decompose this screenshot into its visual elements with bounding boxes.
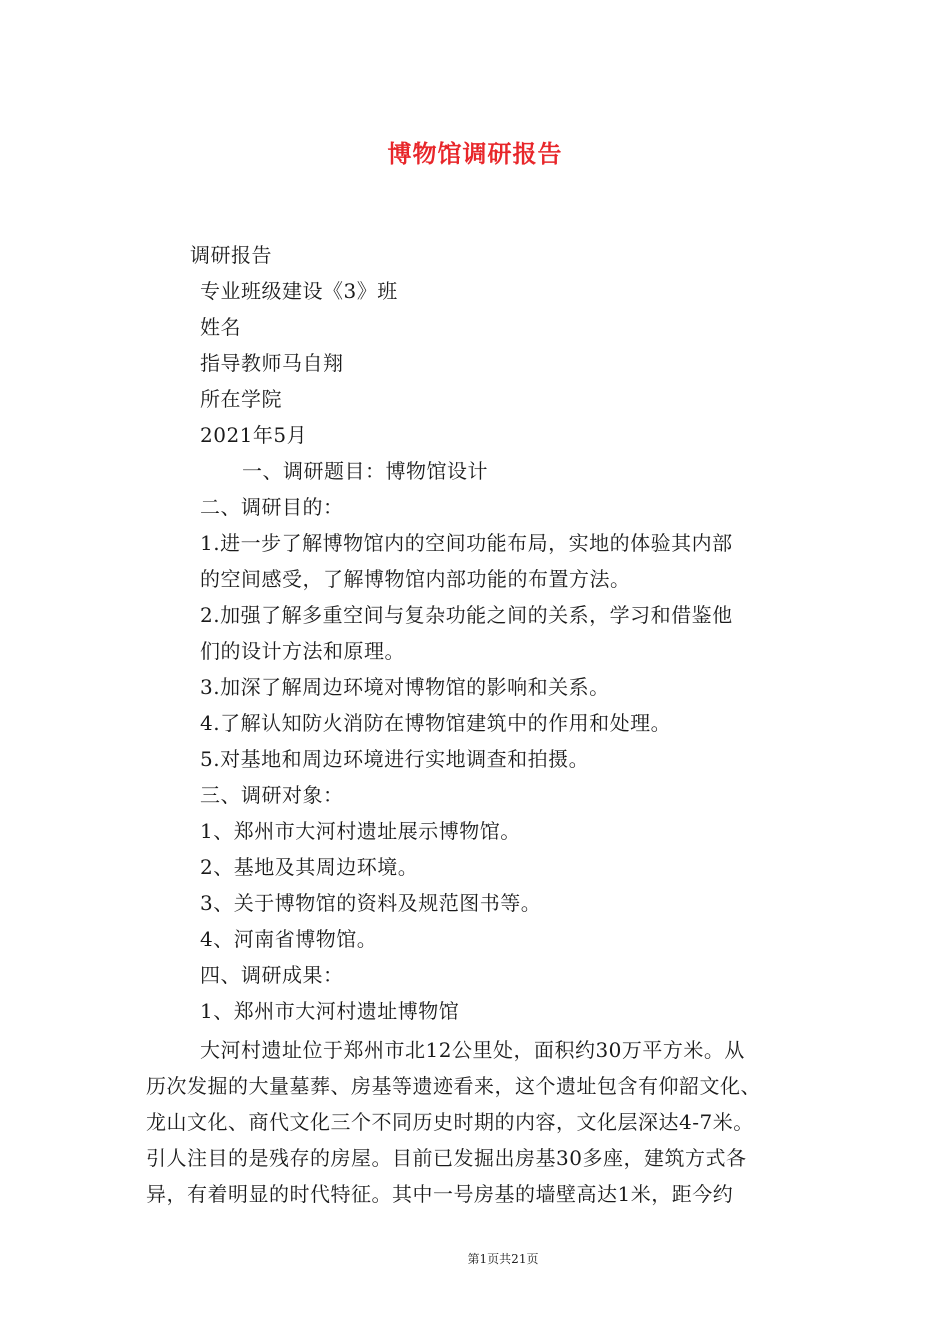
name-field: 姓名 (200, 315, 241, 339)
page-footer: 第1页共21页 (467, 1252, 539, 1266)
result-item-1: 1、郑州市大河村遗址博物馆 (200, 999, 460, 1023)
report-label: 调研报告 (190, 243, 272, 267)
purpose-item-1a: 1.进一步了解博物馆内的空间功能布局，实地的体验其内部 (200, 531, 733, 555)
body-line: 大河村遗址位于郑州市北12公里处，面积约30万平方米。从 (200, 1038, 745, 1062)
section-heading-1: 一、调研题目：博物馆设计 (242, 459, 488, 483)
body-line: 历次发掘的大量墓葬、房基等遗迹看来，这个遗址包含有仰韶文化、 (146, 1074, 761, 1098)
purpose-item-3: 3.加深了解周边环境对博物馆的影响和关系。 (200, 675, 610, 699)
college-field: 所在学院 (200, 387, 282, 411)
purpose-item-4: 4.了解认知防火消防在博物馆建筑中的作用和处理。 (200, 711, 672, 735)
document-title: 博物馆调研报告 (387, 139, 563, 168)
section-heading-4: 四、调研成果： (200, 963, 344, 987)
object-item-3: 3、关于博物馆的资料及规范图书等。 (200, 891, 542, 915)
purpose-item-5: 5.对基地和周边环境进行实地调查和拍摄。 (200, 747, 590, 771)
body-line: 引人注目的是残存的房屋。目前已发掘出房基30多座，建筑方式各 (146, 1146, 747, 1170)
body-line: 龙山文化、商代文化三个不同历史时期的内容，文化层深达4-7米。 (146, 1110, 754, 1134)
object-item-4: 4、河南省博物馆。 (200, 927, 378, 951)
purpose-item-2a: 2.加强了解多重空间与复杂功能之间的关系，学习和借鉴他 (200, 603, 733, 627)
date-field: 2021年5月 (200, 423, 308, 447)
major-class: 专业班级建设《3》班 (200, 279, 398, 303)
section-heading-3: 三、调研对象： (200, 783, 344, 807)
object-item-2: 2、基地及其周边环境。 (200, 855, 419, 879)
body-line: 异，有着明显的时代特征。其中一号房基的墙壁高达1米，距今约 (146, 1182, 734, 1206)
purpose-item-2b: 们的设计方法和原理。 (200, 639, 405, 663)
object-item-1: 1、郑州市大河村遗址展示博物馆。 (200, 819, 521, 843)
purpose-item-1b: 的空间感受，了解博物馆内部功能的布置方法。 (200, 567, 631, 591)
advisor-field: 指导教师马自翔 (200, 351, 344, 375)
section-heading-2: 二、调研目的： (200, 495, 344, 519)
